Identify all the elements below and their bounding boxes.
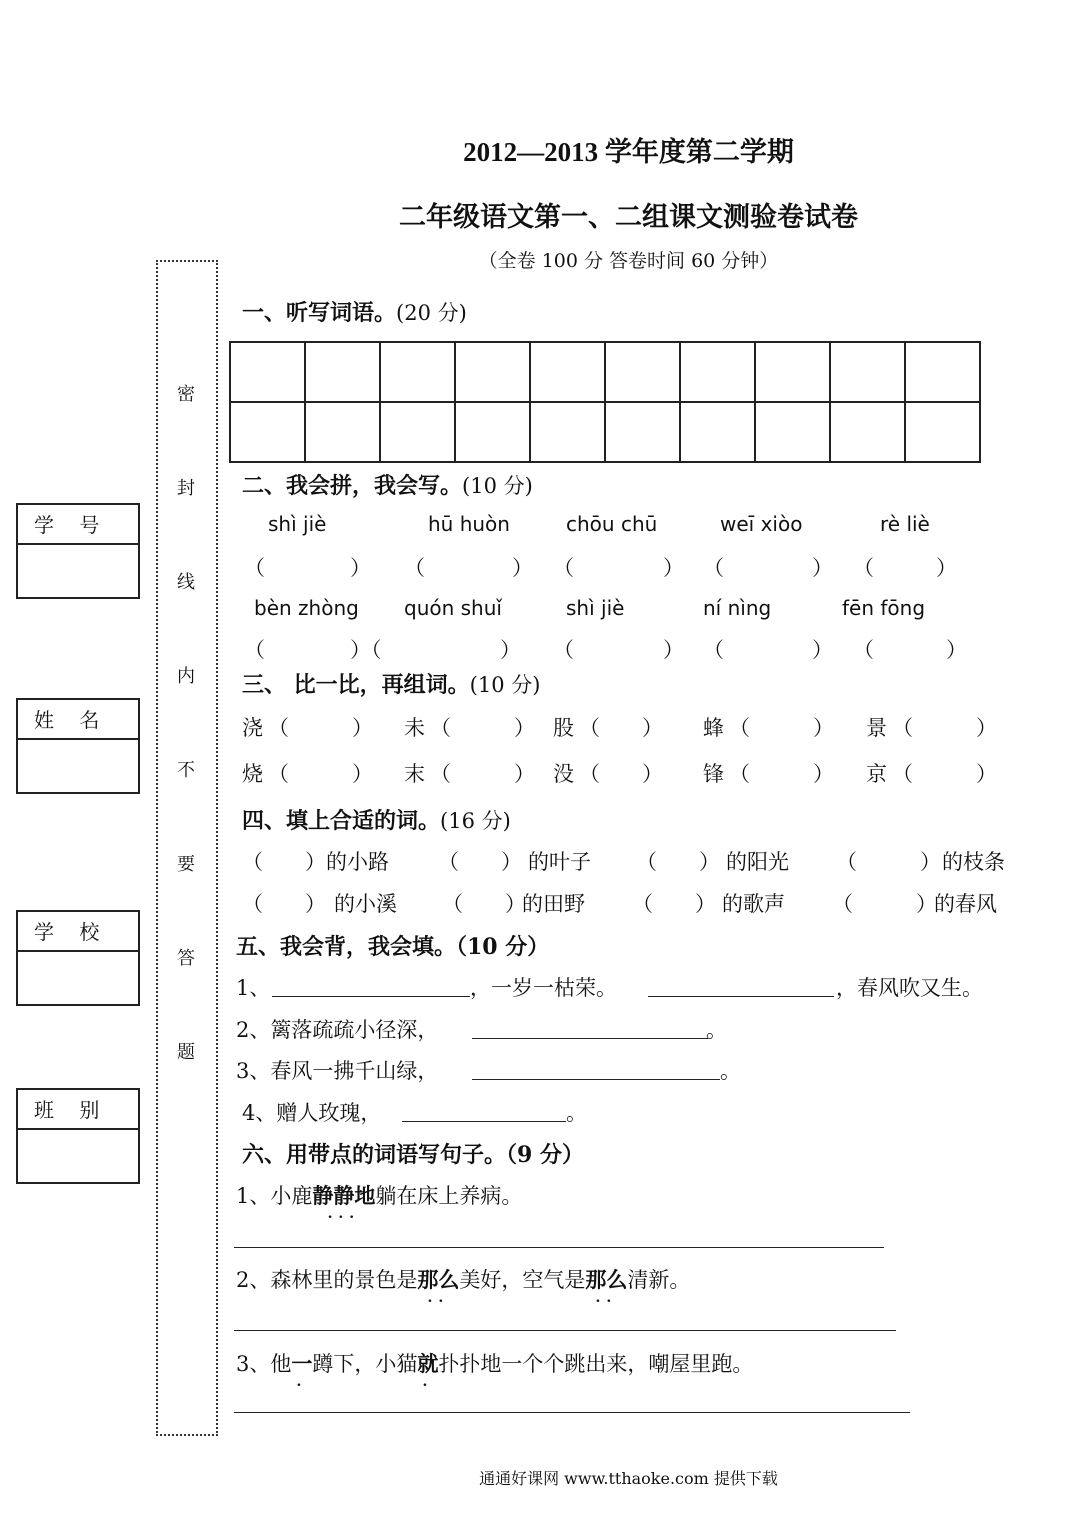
grid-row <box>230 402 980 462</box>
pinyin-item: shì jiè <box>566 596 625 620</box>
section-1-heading <box>242 296 467 327</box>
binding-strip <box>156 260 218 1436</box>
grid-cell[interactable] <box>755 402 830 462</box>
grid-cell[interactable] <box>380 342 455 402</box>
compare-char: 景 <box>866 716 887 740</box>
answer-paren: （ ） <box>729 716 834 740</box>
answer-paren: （ ） <box>832 892 937 916</box>
grid-cell[interactable] <box>905 342 980 402</box>
answer-paren: （ ） <box>892 716 997 740</box>
compare-char: 浇 <box>242 716 263 740</box>
strip-char: 封 <box>177 478 195 499</box>
sentence-text: 2、森林里的景色是 <box>236 1268 418 1292</box>
poem-q1-text: ，一岁一枯荣。 <box>470 976 617 1000</box>
strip-char: 不 <box>177 760 195 781</box>
answer-line[interactable] <box>402 1121 566 1122</box>
school-box <box>16 910 140 1006</box>
sentence-text: 美好，空气是 <box>459 1268 586 1292</box>
answer-paren-close: ） <box>946 638 967 662</box>
section-points: (16 分) <box>440 809 511 833</box>
emphasis-dots: ... <box>327 1206 361 1222</box>
section-6-heading: 六、用带点的词语写句子。（9 分） <box>242 1142 584 1168</box>
grid-cell[interactable] <box>830 402 905 462</box>
answer-paren-close: ） <box>663 556 684 580</box>
answer-paren-close: ） <box>936 556 957 580</box>
poem-q3-end: 。 <box>720 1059 741 1083</box>
strip-char: 题 <box>177 1042 195 1063</box>
dotted-word <box>417 1267 460 1306</box>
section-5-heading: 五、我会背，我会填。（10 分） <box>236 934 550 960</box>
compare-char: 末 <box>404 762 425 786</box>
section-points: (10 分) <box>462 474 533 498</box>
class-field[interactable] <box>18 1130 138 1182</box>
pinyin-item: bèn zhòng <box>254 596 359 620</box>
dotted-word <box>585 1267 628 1306</box>
phrase-suffix: 的小溪 <box>334 892 397 916</box>
answer-paren: （ ） <box>836 850 941 874</box>
section-title: 三、 比一比，再组词。 <box>242 672 470 698</box>
answer-paren: （ ） <box>242 892 326 916</box>
strip-char: 密 <box>177 384 195 405</box>
poem-q2-text: 2、篱落疏疏小径深， <box>236 1018 439 1042</box>
compare-char: 股 <box>553 716 574 740</box>
poem-q1-number: 1、 <box>236 976 271 1000</box>
answer-line[interactable] <box>234 1330 896 1331</box>
student-number-field[interactable] <box>18 545 138 597</box>
answer-paren: （ ） <box>632 892 716 916</box>
section-4-heading <box>242 804 511 835</box>
answer-paren: （ ） <box>729 762 834 786</box>
strip-char: 答 <box>177 948 195 969</box>
dotted-word <box>291 1351 313 1390</box>
answer-paren-close: ） <box>350 556 371 580</box>
phrase-suffix: 的田野 <box>522 892 585 916</box>
dotted-word <box>417 1351 439 1390</box>
grid-cell[interactable] <box>380 402 455 462</box>
answer-paren-close: ）（ <box>350 638 382 662</box>
sentence-text: 躺在床上养病。 <box>375 1184 523 1208</box>
grid-cell[interactable] <box>530 402 605 462</box>
pinyin-item: chōu chū <box>566 512 658 536</box>
answer-paren: （ ） <box>442 892 526 916</box>
section-title: 四、填上合适的词。 <box>242 808 441 834</box>
answer-paren-open: （ <box>853 638 874 662</box>
dotted-word-text: 那么 <box>417 1267 460 1292</box>
strip-char: 内 <box>177 666 195 687</box>
compare-char: 蜂 <box>703 716 724 740</box>
answer-paren-open: （ <box>703 638 724 662</box>
sentence-text: 清新。 <box>627 1268 691 1292</box>
answer-paren: （ ） <box>892 762 997 786</box>
answer-line[interactable] <box>472 1038 708 1039</box>
phrase-suffix: 的阳光 <box>726 850 789 874</box>
answer-line[interactable] <box>472 1079 720 1080</box>
grid-cell[interactable] <box>680 402 755 462</box>
school-label: 学 校 <box>18 912 138 952</box>
answer-paren-open: （ <box>404 556 425 580</box>
section-3-heading <box>242 668 540 699</box>
grid-cell[interactable] <box>455 342 530 402</box>
answer-paren-close: ） <box>500 638 521 662</box>
sentence-text: 3、他 <box>236 1352 292 1376</box>
answer-paren: （ ） <box>268 716 373 740</box>
dotted-word-text: 那么 <box>585 1267 628 1292</box>
pinyin-item: weī xiòo <box>720 512 803 536</box>
answer-paren: （ ） <box>438 850 522 874</box>
compare-char: 未 <box>404 716 425 740</box>
emphasis-dots: . <box>422 1374 434 1390</box>
pinyin-item: hū huòn <box>428 512 510 536</box>
answer-paren-open: （ <box>553 638 574 662</box>
grid-cell[interactable] <box>755 342 830 402</box>
pinyin-item: ní nìng <box>703 596 772 620</box>
grid-cell[interactable] <box>830 342 905 402</box>
section-title: 一、听写词语。 <box>242 300 397 326</box>
answer-paren: （ ） <box>636 850 720 874</box>
school-field[interactable] <box>18 952 138 1004</box>
pinyin-item: fēn fōng <box>842 596 926 620</box>
compare-char: 没 <box>553 762 574 786</box>
section-2-heading <box>242 469 533 500</box>
answer-line[interactable] <box>648 996 834 997</box>
answer-line[interactable] <box>234 1412 910 1413</box>
grid-cell[interactable] <box>905 402 980 462</box>
exam-note: （全卷 100 分 答卷时间 60 分钟） <box>478 250 779 272</box>
answer-line[interactable] <box>234 1247 884 1248</box>
section-points: (10 分) <box>469 673 541 697</box>
exam-title: 二年级语文第一、二组课文测验卷试卷 <box>399 202 858 233</box>
phrase-suffix: 的小路 <box>326 850 389 874</box>
grid-cell[interactable] <box>605 402 680 462</box>
name-field[interactable] <box>18 740 138 792</box>
student-number-label: 学 号 <box>18 505 138 545</box>
exam-term-title: 2012—2013 学年度第二学期 <box>463 137 794 167</box>
answer-paren-close: ） <box>812 638 833 662</box>
grid-cell[interactable] <box>455 402 530 462</box>
pinyin-item: quón shuǐ <box>404 596 502 620</box>
class-label: 班 别 <box>18 1090 138 1130</box>
answer-paren: （ ） <box>430 716 535 740</box>
answer-line[interactable] <box>272 996 470 997</box>
grid-cell[interactable] <box>230 342 305 402</box>
answer-paren-open: （ <box>853 556 874 580</box>
dotted-word-text: 就 <box>417 1351 439 1376</box>
pinyin-item: rè liè <box>880 512 930 536</box>
answer-paren: （ ） <box>268 762 373 786</box>
footer-credit: 通通好课网 www.tthaoke.com 提供下载 <box>479 1469 778 1488</box>
emphasis-dots: .. <box>427 1290 450 1306</box>
answer-paren-open: （ <box>244 638 265 662</box>
answer-paren-open: （ <box>244 556 265 580</box>
emphasis-dots: . <box>296 1374 308 1390</box>
name-label: 姓 名 <box>18 700 138 740</box>
compare-char: 烧 <box>242 762 263 786</box>
sentence-q3 <box>236 1348 754 1390</box>
answer-paren-open: （ <box>703 556 724 580</box>
answer-paren: （ ） <box>579 716 663 740</box>
grid-cell[interactable] <box>305 342 380 402</box>
phrase-suffix: 的枝条 <box>942 850 1005 874</box>
dotted-word <box>312 1183 376 1222</box>
answer-paren-open: （ <box>553 556 574 580</box>
compare-char: 锋 <box>703 762 724 786</box>
poem-q1-text2: ，春风吹又生。 <box>836 976 983 1000</box>
name-box <box>16 698 140 794</box>
answer-paren-close: ） <box>663 638 684 662</box>
grid-cell[interactable] <box>680 342 755 402</box>
sentence-text: 1、小鹿 <box>236 1184 313 1208</box>
sentence-text: 扑扑地一个个跳出来，嘲屋里跑。 <box>438 1352 754 1376</box>
sentence-text: 蹲下，小猫 <box>312 1352 418 1376</box>
dotted-word-text: 一 <box>291 1351 313 1376</box>
grid-cell[interactable] <box>230 402 305 462</box>
phrase-suffix: 的叶子 <box>528 850 591 874</box>
answer-paren: （ ） <box>579 762 663 786</box>
answer-paren-close: ） <box>512 556 533 580</box>
answer-paren-close: ） <box>812 556 833 580</box>
grid-cell[interactable] <box>605 342 680 402</box>
poem-q4-end: 。 <box>566 1101 587 1125</box>
dictation-grid <box>229 341 981 463</box>
phrase-suffix: 的春风 <box>934 892 997 916</box>
grid-row <box>230 342 980 402</box>
poem-q3-text: 3、春风一拂千山绿， <box>236 1059 439 1083</box>
poem-q2-end: 。 <box>706 1018 727 1042</box>
grid-cell[interactable] <box>530 342 605 402</box>
class-box <box>16 1088 140 1184</box>
strip-char: 要 <box>177 854 195 875</box>
dotted-word-text: 静静地 <box>312 1183 376 1208</box>
pinyin-item: shì jiè <box>268 512 327 536</box>
answer-paren: （ ） <box>430 762 535 786</box>
compare-char: 京 <box>866 762 887 786</box>
sentence-q1 <box>236 1180 523 1222</box>
answer-paren: （ ） <box>242 850 326 874</box>
phrase-suffix: 的歌声 <box>722 892 785 916</box>
section-points: (20 分) <box>396 301 467 325</box>
emphasis-dots: .. <box>595 1290 618 1306</box>
strip-char: 线 <box>177 572 195 593</box>
sentence-q2 <box>236 1264 691 1306</box>
student-number-box <box>16 503 140 599</box>
section-title: 二、我会拼，我会写。 <box>242 473 463 499</box>
poem-q4-text: 4、赠人玫瑰， <box>242 1101 382 1125</box>
grid-cell[interactable] <box>305 402 380 462</box>
